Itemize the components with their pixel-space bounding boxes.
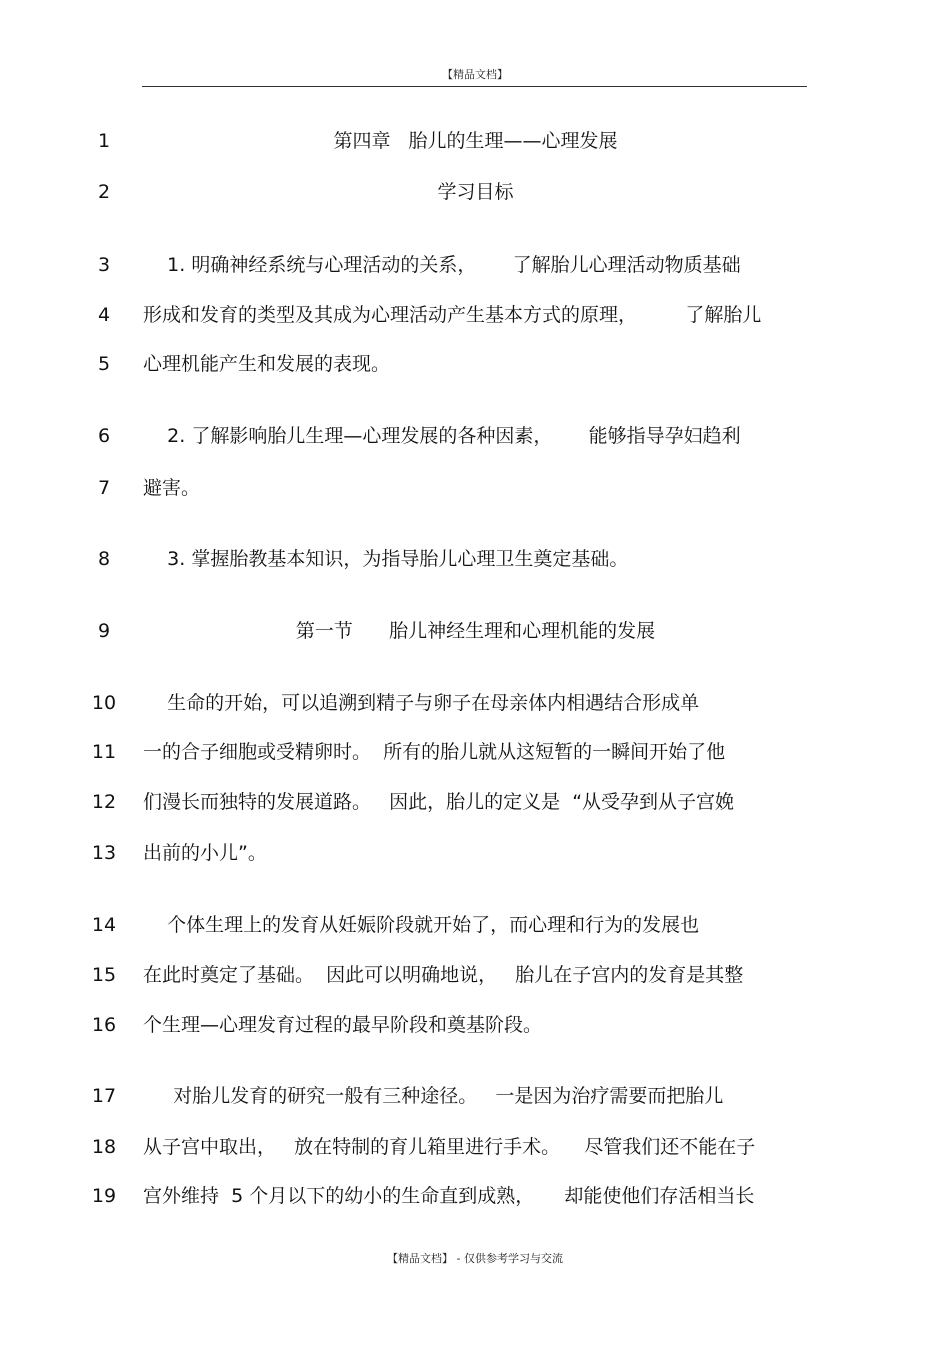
text-line bbox=[0, 960, 950, 990]
line-number: 18 bbox=[91, 1136, 117, 1158]
section-heading: 学习目标 bbox=[437, 181, 514, 203]
line-number: 10 bbox=[91, 692, 117, 714]
line-number: 9 bbox=[97, 620, 111, 642]
text-line bbox=[0, 126, 950, 156]
text-line bbox=[0, 421, 950, 451]
line-number: 7 bbox=[97, 477, 111, 499]
line-number: 19 bbox=[91, 1185, 117, 1207]
line-number: 5 bbox=[97, 353, 111, 375]
text-line bbox=[0, 544, 950, 574]
line-number: 17 bbox=[91, 1085, 117, 1107]
line-number: 3 bbox=[97, 254, 111, 276]
text-line bbox=[0, 250, 950, 280]
body-text: 2. 了解影响胎儿生理—心理发展的各种因素， 能够指导孕妇趋利 bbox=[143, 425, 741, 447]
text-line bbox=[0, 737, 950, 767]
line-number: 1 bbox=[97, 130, 111, 152]
text-line bbox=[0, 349, 950, 379]
line-number: 15 bbox=[91, 964, 117, 986]
body-text: 生命的开始，可以追溯到精子与卵子在母亲体内相遇结合形成单 bbox=[143, 692, 700, 714]
text-line bbox=[0, 1010, 950, 1040]
line-number: 4 bbox=[97, 304, 111, 326]
page-footer-label: 【精品文档】 - 仅供参考学习与交流 bbox=[387, 1252, 563, 1265]
body-text: 在此时奠定了基础。 因此可以明确地说， 胎儿在子宫内的发育是其整 bbox=[143, 964, 744, 986]
line-number: 14 bbox=[91, 914, 117, 936]
body-text: 从子宫中取出， 放在特制的育儿箱里进行手术。 尽管我们还不能在子 bbox=[143, 1136, 756, 1158]
body-text: 宫外维持 5 个月以下的幼小的生命直到成熟， 却能使他们存活相当长 bbox=[143, 1185, 755, 1207]
section-title: 第一节 胎儿神经生理和心理机能的发展 bbox=[295, 620, 656, 642]
text-line bbox=[0, 910, 950, 940]
text-line bbox=[0, 616, 950, 646]
body-text: 对胎儿发育的研究一般有三种途径。 一是因为治疗需要而把胎儿 bbox=[143, 1085, 724, 1107]
body-text: 个生理—心理发育过程的最早阶段和奠基阶段。 bbox=[143, 1014, 543, 1036]
chapter-title: 第四章 胎儿的生理——心理发展 bbox=[333, 130, 618, 152]
page-header-label: 【精品文档】 bbox=[442, 68, 508, 81]
text-line bbox=[0, 473, 950, 503]
line-number: 13 bbox=[91, 842, 117, 864]
body-text: 形成和发育的类型及其成为心理活动产生基本方式的原理， 了解胎儿 bbox=[143, 304, 762, 326]
line-number: 16 bbox=[91, 1014, 117, 1036]
body-text: 一的合子细胞或受精卵时。 所有的胎儿就从这短暂的一瞬间开始了他 bbox=[143, 741, 726, 763]
line-number: 6 bbox=[97, 425, 111, 447]
text-line bbox=[0, 177, 950, 207]
text-line bbox=[0, 838, 950, 868]
body-text: 心理机能产生和发展的表现。 bbox=[143, 353, 391, 375]
body-text: 个体生理上的发育从妊娠阶段就开始了，而心理和行为的发展也 bbox=[143, 914, 700, 936]
line-number: 2 bbox=[97, 181, 111, 203]
line-number: 8 bbox=[97, 548, 111, 570]
text-line bbox=[0, 688, 950, 718]
header-divider bbox=[142, 86, 807, 87]
text-line bbox=[0, 1081, 950, 1111]
line-number: 11 bbox=[91, 741, 117, 763]
text-line bbox=[0, 1132, 950, 1162]
body-text: 1. 明确神经系统与心理活动的关系， 了解胎儿心理活动物质基础 bbox=[143, 254, 741, 276]
body-text: 们漫长而独特的发展道路。 因此，胎儿的定义是 “从受孕到从子宫娩 bbox=[143, 791, 735, 813]
line-number: 12 bbox=[91, 791, 117, 813]
text-line bbox=[0, 300, 950, 330]
body-text: 出前的小儿”。 bbox=[143, 842, 267, 864]
text-line bbox=[0, 787, 950, 817]
body-text: 3. 掌握胎教基本知识，为指导胎儿心理卫生奠定基础。 bbox=[143, 548, 629, 570]
text-line bbox=[0, 1181, 950, 1211]
body-text: 避害。 bbox=[143, 477, 201, 499]
